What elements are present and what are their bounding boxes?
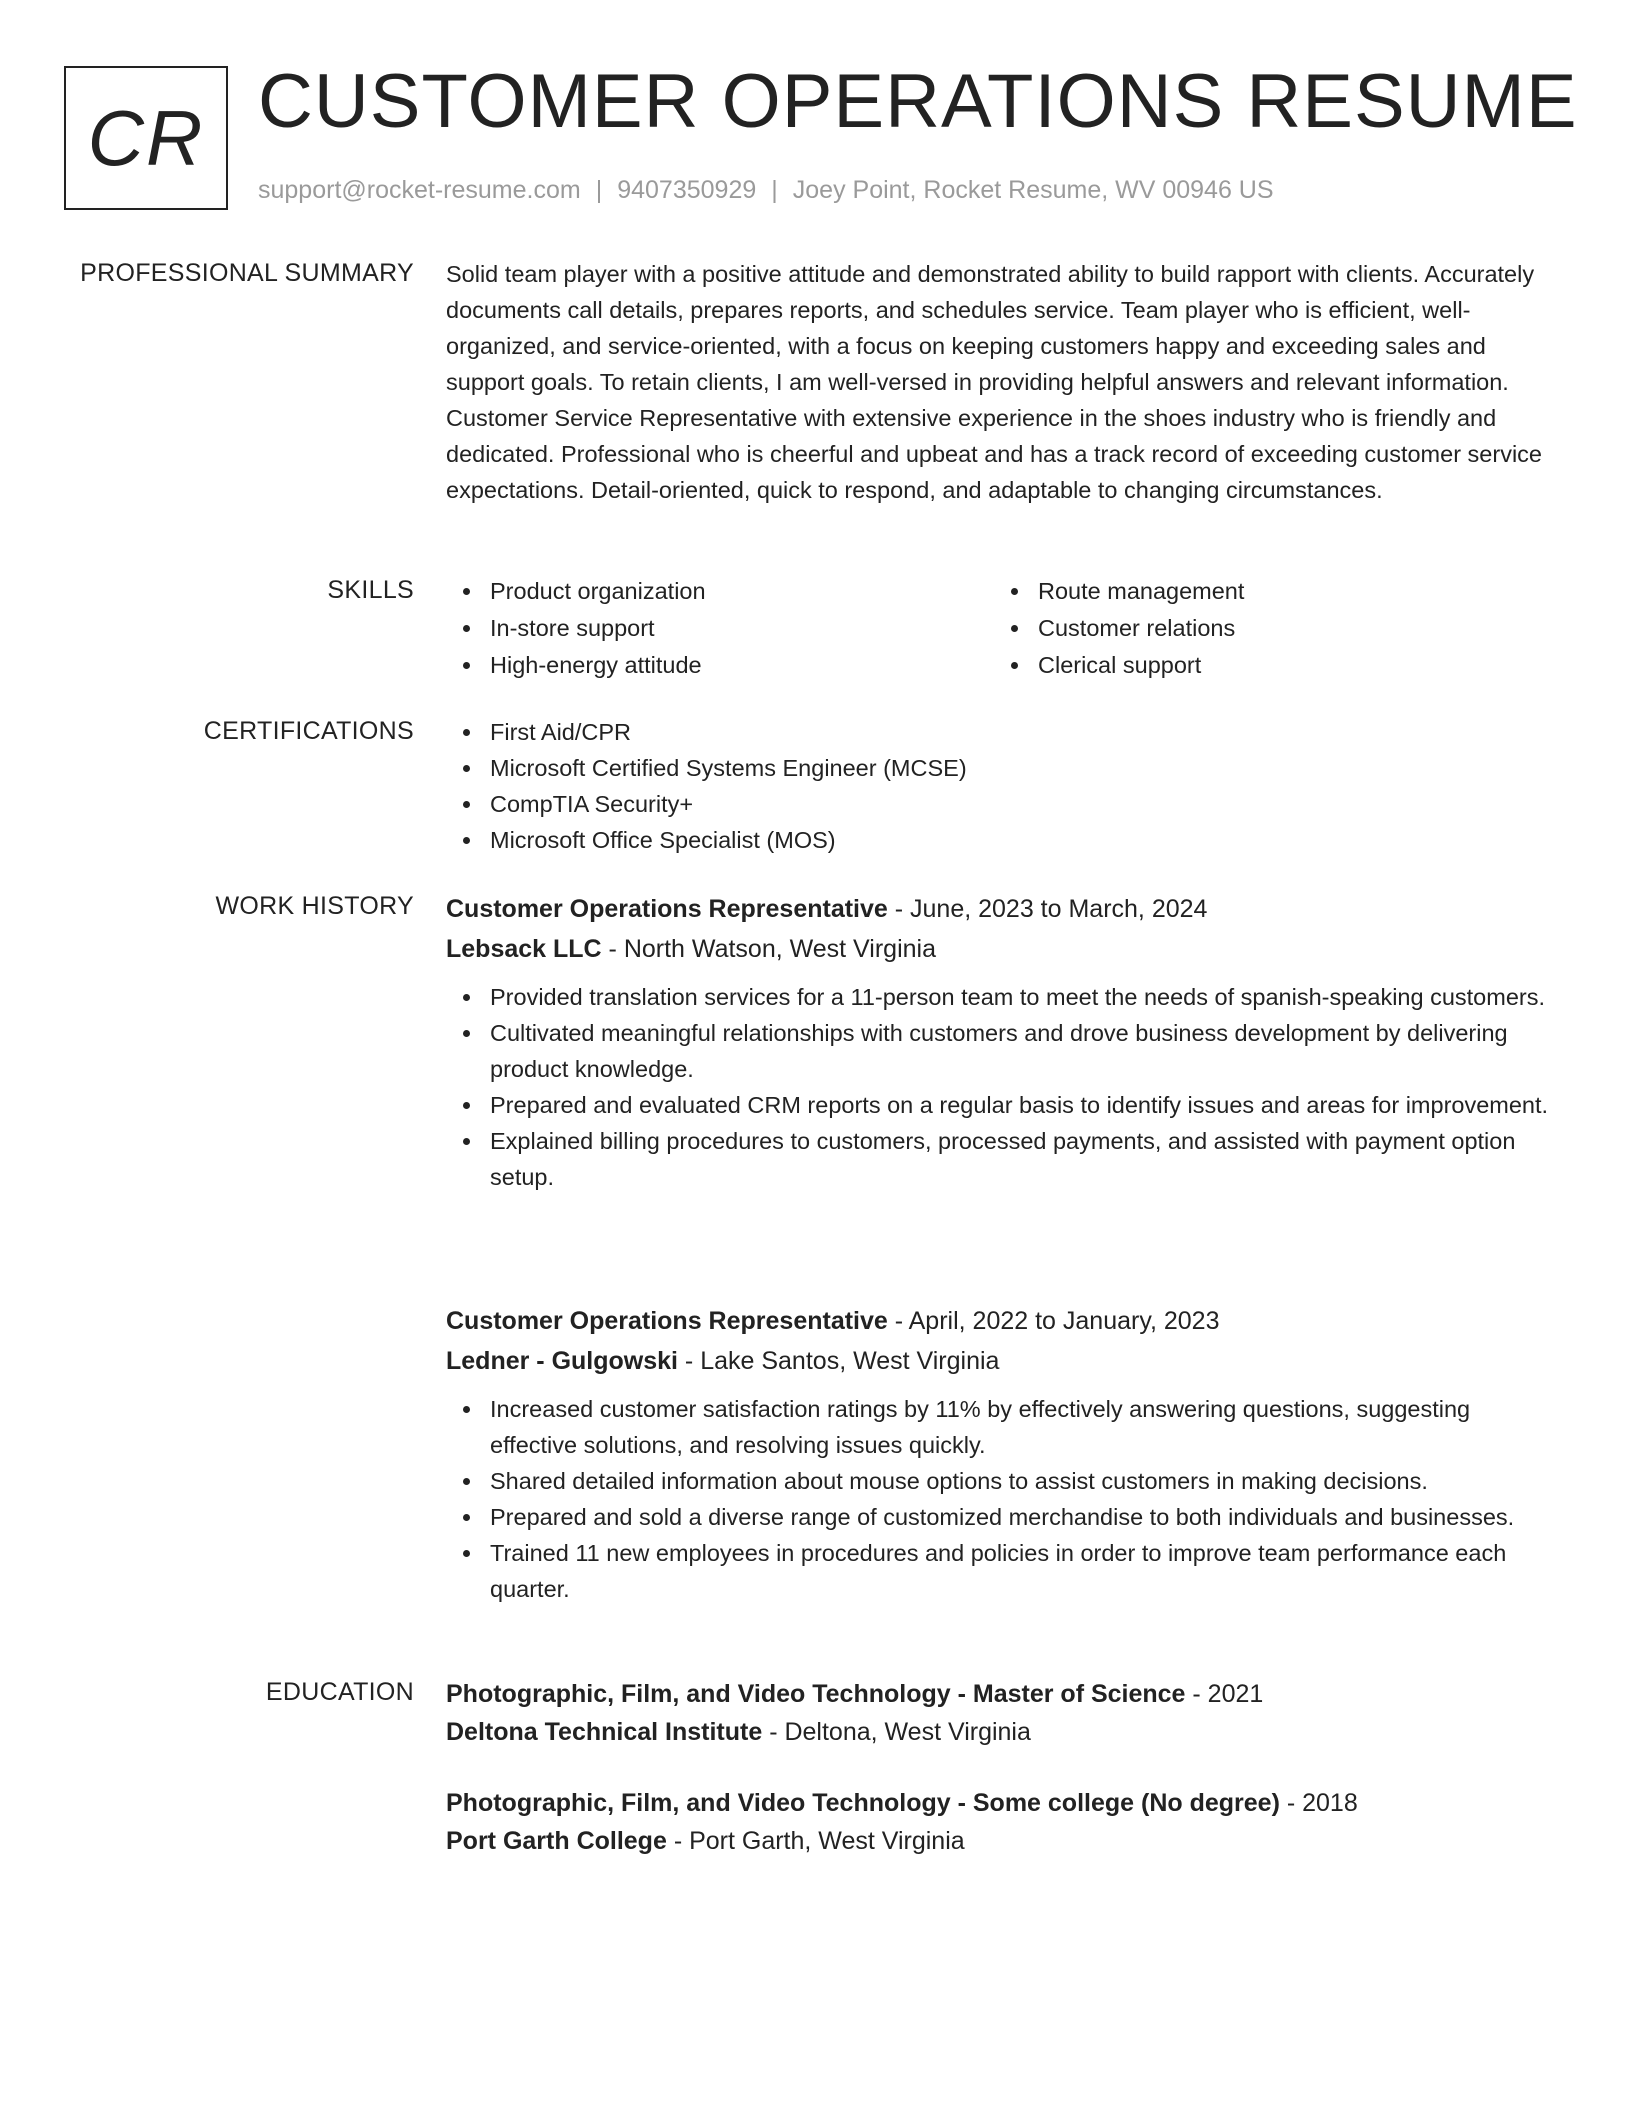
job-entry bbox=[446, 889, 1561, 1195]
skill-item: In-store support bbox=[446, 610, 994, 646]
summary-text: Solid team player with a positive attitude and demonstrated ability to build rapport with clients. Accurately documents call details, prepares reports, and schedules service. Team player who is efficient, well-organized, and service-oriented, with a focus on keeping customers happy and exceeding sales and support goals. To retain clients, I am well-versed in providing helpful answers and relevant information. Customer Service Representative with extensive experience in the shoes industry who is friendly and dedicated. Professional who is cheerful and upbeat and has a track record of exceeding customer service expectations. Detail-oriented, quick to respond, and adaptable to changing circumstances. bbox=[446, 261, 1542, 503]
job-bullet: Explained billing procedures to customers, processed payments, and assisted with payment option setup. bbox=[446, 1123, 1561, 1195]
education-entry bbox=[446, 1675, 1561, 1751]
education-school-line bbox=[446, 1822, 1561, 1860]
job-bullet: Trained 11 new employees in procedures and policies in order to improve team performance each quarter. bbox=[446, 1535, 1561, 1607]
skill-item: Route management bbox=[994, 573, 1542, 609]
education-degree: Photographic, Film, and Video Technology - Some college (No degree) bbox=[446, 1789, 1280, 1817]
education-location: - Deltona, West Virginia bbox=[762, 1718, 1031, 1746]
education-year: - 2018 bbox=[1279, 1789, 1358, 1817]
job-bullet: Provided translation services for a 11-person team to meet the needs of spanish-speaking customers. bbox=[446, 979, 1561, 1015]
job-company-line bbox=[446, 929, 1561, 969]
job-location: - North Watson, West Virginia bbox=[601, 935, 936, 963]
contact-separator: | bbox=[771, 176, 778, 204]
job-bullet: Prepared and sold a diverse range of customized merchandise to both individuals and businesses. bbox=[446, 1499, 1561, 1535]
job-title: Customer Operations Representative bbox=[446, 1307, 888, 1335]
certification-item: CompTIA Security+ bbox=[446, 786, 1561, 822]
job-dates: - June, 2023 to March, 2024 bbox=[887, 895, 1208, 923]
job-bullet: Increased customer satisfaction ratings by 11% by effectively answering questions, suggesting effective solutions, and resolving issues quickly. bbox=[446, 1391, 1561, 1463]
skills-list bbox=[446, 573, 1561, 683]
job-company: Ledner - Gulgowski bbox=[446, 1347, 678, 1375]
job-bullets bbox=[446, 1391, 1561, 1607]
job-dates: - April, 2022 to January, 2023 bbox=[887, 1307, 1220, 1335]
job-title-line bbox=[446, 1301, 1561, 1341]
skill-item: Customer relations bbox=[994, 610, 1542, 646]
contact-line bbox=[258, 174, 1274, 206]
section-label: PROFESSIONAL SUMMARY bbox=[80, 259, 414, 287]
job-bullet: Prepared and evaluated CRM reports on a regular basis to identify issues and areas for improvement. bbox=[446, 1087, 1561, 1123]
certification-item: Microsoft Certified Systems Engineer (MCSE) bbox=[446, 750, 1561, 786]
job-title-line bbox=[446, 889, 1561, 929]
job-bullet: Shared detailed information about mouse options to assist customers in making decisions. bbox=[446, 1463, 1561, 1499]
page-title: CUSTOMER OPERATIONS RESUME bbox=[258, 59, 1578, 144]
skill-item: Clerical support bbox=[994, 647, 1542, 683]
education-degree-line bbox=[446, 1675, 1561, 1713]
section-label: WORK HISTORY bbox=[215, 892, 414, 920]
job-bullets bbox=[446, 979, 1561, 1195]
job-company-line bbox=[446, 1341, 1561, 1381]
certifications-list bbox=[446, 714, 1561, 858]
education-degree: Photographic, Film, and Video Technology - Master of Science bbox=[446, 1680, 1186, 1708]
certification-item: Microsoft Office Specialist (MOS) bbox=[446, 822, 1561, 858]
education-school: Deltona Technical Institute bbox=[446, 1718, 763, 1746]
contact-separator: | bbox=[595, 176, 603, 204]
job-location: - Lake Santos, West Virginia bbox=[677, 1347, 1000, 1375]
skill-item: High-energy attitude bbox=[446, 647, 994, 683]
monogram: CR bbox=[64, 66, 228, 210]
education-school: Port Garth College bbox=[446, 1827, 667, 1855]
education-entry bbox=[446, 1784, 1561, 1860]
contact-email[interactable]: support@rocket-resume.com bbox=[258, 176, 581, 204]
education-year: - 2021 bbox=[1185, 1680, 1264, 1708]
section-label: EDUCATION bbox=[265, 1678, 414, 1706]
section-label: SKILLS bbox=[327, 576, 414, 604]
contact-phone[interactable]: 9407350929 bbox=[617, 176, 757, 204]
job-company: Lebsack LLC bbox=[446, 935, 602, 963]
education-location: - Port Garth, West Virginia bbox=[666, 1827, 965, 1855]
education-school-line bbox=[446, 1713, 1561, 1751]
education-degree-line bbox=[446, 1784, 1561, 1822]
section-label: CERTIFICATIONS bbox=[203, 717, 414, 745]
job-title: Customer Operations Representative bbox=[446, 895, 888, 923]
job-bullet: Cultivated meaningful relationships with customers and drove business development by delivering product knowledge. bbox=[446, 1015, 1561, 1087]
contact-address: Joey Point, Rocket Resume, WV 00946 US bbox=[792, 176, 1274, 204]
certification-item: First Aid/CPR bbox=[446, 714, 1561, 750]
job-entry bbox=[446, 1301, 1561, 1607]
skill-item: Product organization bbox=[446, 573, 994, 609]
